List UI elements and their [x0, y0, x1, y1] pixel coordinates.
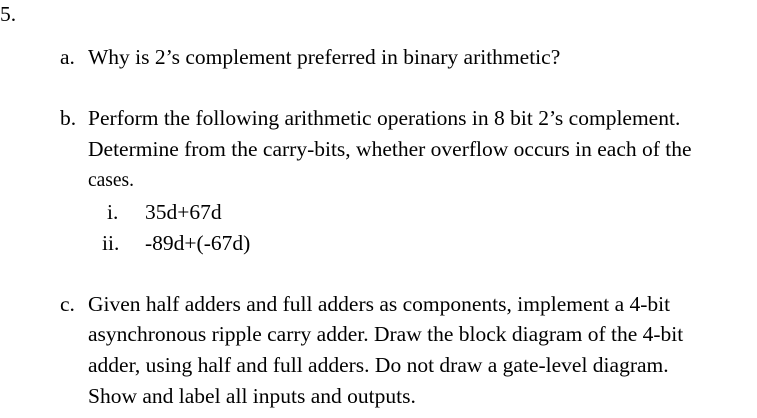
part-c-marker: c. [60, 292, 75, 316]
question-number: 5. [0, 2, 17, 26]
part-a-line-1: Why is 2’s complement preferred in binary arithmetic? [88, 45, 561, 69]
part-a-marker: a. [60, 45, 75, 69]
part-b-line-3: cases. [88, 170, 135, 191]
part-c-line-3: adder, using half and full adders. Do not draw a gate-level diagram. [88, 353, 669, 377]
part-c-line-4: Show and label all inputs and outputs. [88, 384, 416, 408]
subitem-ii-marker: ii. [102, 231, 120, 255]
subitem-i-marker: i. [107, 200, 119, 224]
part-b-line-2: Determine from the carry-bits, whether overflow occurs in each of the [88, 137, 692, 161]
subitem-i-text: 35d+67d [145, 200, 222, 224]
subitem-ii-text: -89d+(-67d) [145, 231, 251, 255]
part-c-line-1: Given half adders and full adders as components, implement a 4-bit [88, 292, 671, 316]
part-c-line-2: asynchronous ripple carry adder. Draw the block diagram of the 4-bit [88, 322, 684, 346]
part-b-line-1: Perform the following arithmetic operations in 8 bit 2’s complement. [88, 106, 681, 130]
part-b-marker: b. [60, 106, 77, 130]
